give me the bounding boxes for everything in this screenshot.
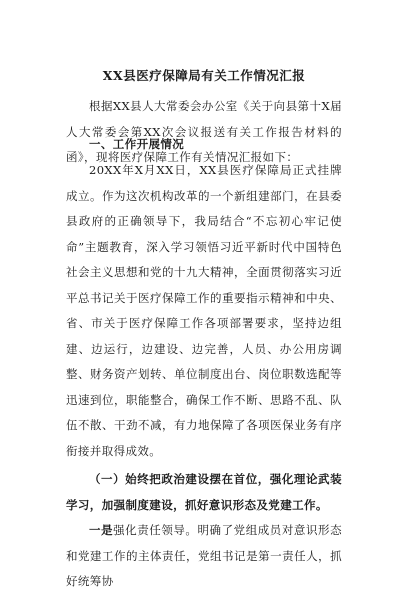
- paragraph-lead: 一是: [89, 523, 114, 537]
- paragraph-text: 强化责任领导。明确了党组成员对意识形态和党建工作的主体责任，党组书记是第一责任人，抓好统筹协: [66, 523, 342, 588]
- subsection-body-paragraph: [66, 518, 342, 595]
- intro-paragraph: 根据XX县人大常委会办公室《关于向县第十X届人大常委会第XX次会议报送有关工作报告材料的函》，现将医疗保障工作有关情况汇报如下：: [66, 99, 342, 164]
- subsection-heading: （一）始终把政治建设摆在首位，强化理论武装学习，加强制度建设，抓好意识形态及党建工作。: [66, 472, 342, 512]
- section-body-paragraph: 20XX年X月XX日，XX县医疗保障局正式挂牌成立。作为这次机构改革的一个新组建部门，在县委县政府的正确领导下，我局结合“不忘初心牢记使命”主题教育，深入学习领悟习近平新时代中国特色社会主义思想和党的十九大精神，全面贯彻落实习近平总书记关于医疗保障工作的重要指示精神和中央、省、市关于医疗保障工作各项部署要求，坚持边组建、边运行，边建设、边完善，人员、办公用房调整、财务资产划转、单位制度出台、岗位职数选配等迅速到位，职能整合，确保工作不断、思路不乱、队伍不散、干劲不减，有力地保障了各项医保业务有序衔接并取得成效。: [66, 163, 342, 458]
- document-title: XX县医疗保障局有关工作情况汇报: [102, 68, 306, 83]
- section-heading: 一、工作开展情况: [89, 137, 185, 151]
